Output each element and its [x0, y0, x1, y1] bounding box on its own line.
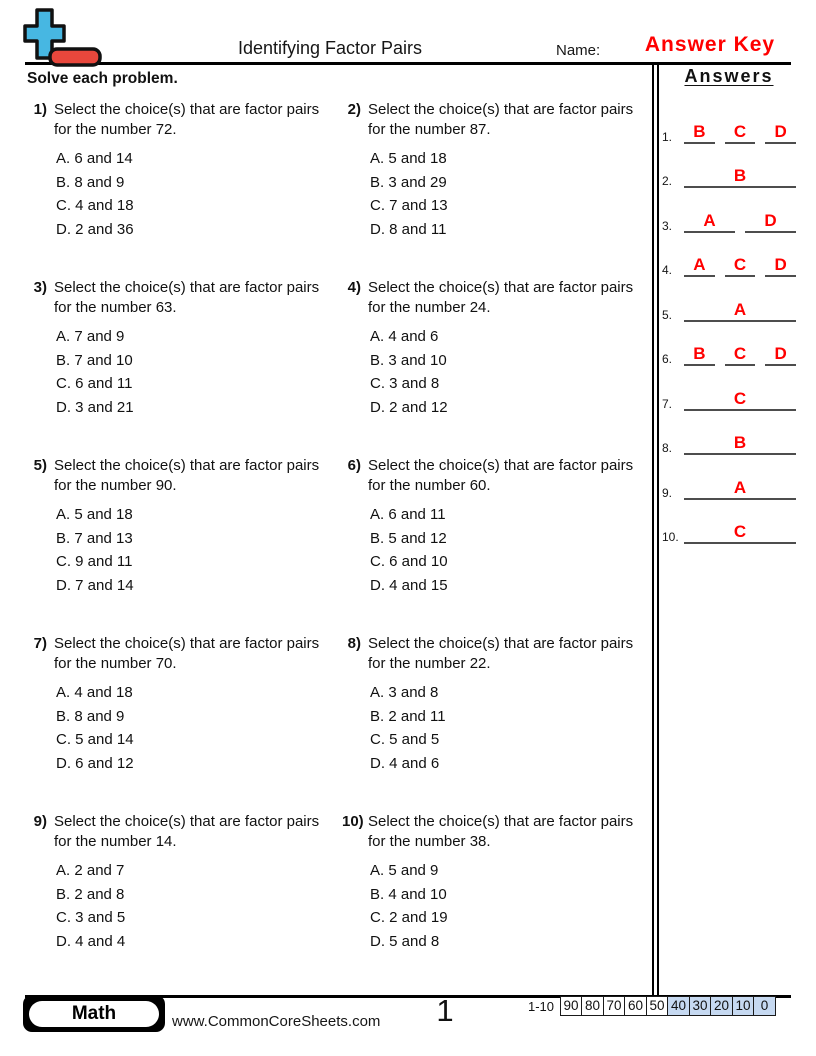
problem-text: Select the choice(s) that are factor pairs for the number 60.: [368, 457, 634, 494]
problem-text: Select the choice(s) that are factor pairs for the number 24.: [368, 279, 634, 316]
score-cell: 60: [624, 996, 647, 1016]
problem-4: [342, 278, 652, 456]
problem-text: Select the choice(s) that are factor pairs for the number 72.: [54, 101, 320, 138]
answer-row-3: [662, 188, 796, 233]
answer-row-6: [662, 322, 796, 367]
choice-c: C. 3 and 8: [370, 375, 440, 392]
choice-c: C. 3 and 5: [56, 909, 126, 926]
answer-value: C: [725, 123, 756, 144]
answer-value: C: [684, 390, 796, 411]
choice-b: B. 5 and 12: [370, 529, 447, 547]
choice-d: D. 4 and 15: [370, 576, 448, 594]
answer-number: 1.: [662, 129, 673, 144]
answer-row-1: [662, 99, 796, 144]
problem-text: Select the choice(s) that are factor pairs for the number 38.: [368, 813, 634, 850]
choice-a: A. 4 and 18: [56, 684, 133, 701]
score-cell: 20: [710, 996, 733, 1016]
problem-number: 4): [347, 279, 361, 296]
score-range-label: 1-10: [528, 999, 555, 1014]
score-cell: 30: [689, 996, 712, 1016]
answer-value: D: [765, 123, 796, 144]
choice-list: [368, 147, 652, 241]
choice-c: C. 6 and 11: [56, 375, 133, 392]
choice-d: D. 4 and 6: [370, 754, 440, 772]
choice-c: C. 7 and 13: [370, 197, 448, 214]
choice-list: [368, 503, 652, 597]
problem-text: Select the choice(s) that are factor pairs for the number 70.: [54, 635, 320, 672]
choice-c: C. 9 and 11: [56, 553, 133, 570]
header-rule: [25, 62, 791, 65]
commoncoresheets-logo: [20, 6, 112, 70]
choice-c: C. 4 and 18: [56, 197, 134, 214]
answer-number: 3.: [662, 218, 673, 233]
choice-list: [54, 325, 342, 419]
choice-a: A. 3 and 8: [370, 684, 439, 701]
choice-list: [54, 681, 342, 775]
score-cell: 40: [667, 996, 690, 1016]
choice-a: A. 5 and 9: [370, 862, 439, 879]
page-number: 1: [436, 993, 454, 1028]
answer-value: B: [684, 345, 715, 366]
problems-grid: [28, 100, 652, 990]
choice-d: D. 8 and 11: [370, 220, 447, 238]
website-url: www.CommonCoreSheets.com: [172, 1013, 381, 1030]
problem-text: Select the choice(s) that are factor pairs for the number 63.: [54, 279, 320, 316]
choice-a: A. 2 and 7: [56, 862, 125, 879]
choice-b: B. 8 and 9: [56, 707, 125, 725]
choice-list: [368, 681, 652, 775]
problem-text: Select the choice(s) that are factor pairs for the number 14.: [54, 813, 320, 850]
answer-row-4: [662, 233, 796, 278]
answer-number: 2.: [662, 174, 673, 188]
answer-number: 7.: [662, 396, 673, 411]
choice-a: A. 7 and 9: [56, 328, 125, 345]
problem-number: 7): [33, 635, 47, 652]
minus-icon: [50, 49, 100, 65]
answer-number: 4.: [662, 263, 673, 277]
choice-c: C. 2 and 19: [370, 909, 448, 926]
subject-label: Math: [29, 1001, 159, 1027]
answer-value: C: [725, 345, 756, 366]
answer-value: A: [684, 301, 796, 322]
choice-a: A. 5 and 18: [56, 506, 133, 523]
answer-value: B: [684, 123, 715, 144]
answer-value: D: [745, 212, 796, 233]
answer-value: A: [684, 212, 735, 233]
problem-7: [28, 634, 342, 812]
choice-d: D. 4 and 4: [56, 932, 126, 950]
answer-row-8: [662, 411, 796, 456]
problem-number: 3): [33, 279, 47, 296]
problem-number: 10): [342, 813, 364, 830]
choice-list: [54, 503, 342, 597]
answer-number: 10.: [662, 530, 679, 544]
answer-number: 9.: [662, 485, 673, 500]
answer-value: C: [725, 256, 756, 277]
answer-key-label: Answer Key: [644, 33, 776, 56]
score-cell: 80: [581, 996, 604, 1016]
page-title: Identifying Factor Pairs: [237, 38, 423, 58]
problem-text: Select the choice(s) that are factor pairs for the number 90.: [54, 457, 320, 494]
problem-8: [342, 634, 652, 812]
problem-text: Select the choice(s) that are factor pairs for the number 22.: [368, 635, 634, 672]
choice-d: D. 2 and 12: [370, 398, 448, 416]
answer-value: B: [684, 434, 796, 455]
score-cell: 70: [603, 996, 626, 1016]
answer-row-9: [662, 455, 796, 500]
answer-row-10: [662, 500, 796, 545]
answer-value: B: [684, 167, 796, 188]
answer-number: 8.: [662, 441, 673, 455]
score-cell: 10: [732, 996, 755, 1016]
choice-b: B. 4 and 10: [370, 885, 447, 903]
choice-list: [54, 147, 342, 241]
answer-row-2: [662, 144, 796, 189]
answers-title: Answers: [684, 66, 774, 86]
answer-row-7: [662, 366, 796, 411]
instructions: Solve each problem.: [27, 70, 178, 87]
problem-number: 5): [33, 457, 47, 474]
choice-list: [368, 325, 652, 419]
answers-divider: [652, 64, 659, 995]
answer-value: D: [765, 345, 796, 366]
score-strip: [528, 996, 776, 1016]
choice-b: B. 3 and 10: [370, 351, 447, 369]
choice-c: C. 5 and 5: [370, 731, 440, 748]
problem-number: 8): [347, 635, 361, 652]
choice-b: B. 2 and 8: [56, 885, 125, 903]
problem-text: Select the choice(s) that are factor pairs for the number 87.: [368, 101, 634, 138]
answer-number: 6.: [662, 352, 673, 366]
score-table: [561, 996, 776, 1016]
choice-b: B. 8 and 9: [56, 173, 125, 191]
problem-number: 2): [347, 101, 361, 118]
choice-a: A. 6 and 14: [56, 150, 133, 167]
choice-b: B. 3 and 29: [370, 173, 447, 191]
score-cell: 50: [646, 996, 669, 1016]
choice-d: D. 5 and 8: [370, 932, 440, 950]
answers-panel: [662, 66, 796, 544]
problem-1: [28, 100, 342, 278]
answer-number: 5.: [662, 307, 673, 322]
choice-d: D. 3 and 21: [56, 398, 134, 416]
choice-a: A. 4 and 6: [370, 328, 439, 345]
problem-number: 6): [347, 457, 361, 474]
answer-value: A: [684, 479, 796, 500]
choice-b: B. 2 and 11: [370, 707, 446, 725]
answer-row-5: [662, 277, 796, 322]
name-label: Name:: [556, 42, 601, 59]
choice-c: C. 5 and 14: [56, 731, 134, 748]
answer-value: C: [684, 523, 796, 544]
choice-d: D. 7 and 14: [56, 576, 134, 594]
subject-badge: [23, 995, 165, 1032]
score-cell: 0: [753, 996, 776, 1016]
answer-value: D: [765, 256, 796, 277]
answer-value: A: [684, 256, 715, 277]
choice-list: [54, 859, 342, 953]
score-cell: 90: [560, 996, 583, 1016]
choice-d: D. 6 and 12: [56, 754, 134, 772]
choice-a: A. 5 and 18: [370, 150, 447, 167]
choice-c: C. 6 and 10: [370, 553, 448, 570]
problem-5: [28, 456, 342, 634]
problem-number: 1): [33, 101, 47, 118]
problem-2: [342, 100, 652, 278]
choice-a: A. 6 and 11: [370, 506, 446, 523]
choice-d: D. 2 and 36: [56, 220, 134, 238]
problem-6: [342, 456, 652, 634]
problem-10: [342, 812, 652, 990]
problem-9: [28, 812, 342, 990]
problem-3: [28, 278, 342, 456]
choice-b: B. 7 and 10: [56, 351, 133, 369]
choice-list: [368, 859, 652, 953]
problem-number: 9): [33, 813, 47, 830]
choice-b: B. 7 and 13: [56, 529, 133, 547]
